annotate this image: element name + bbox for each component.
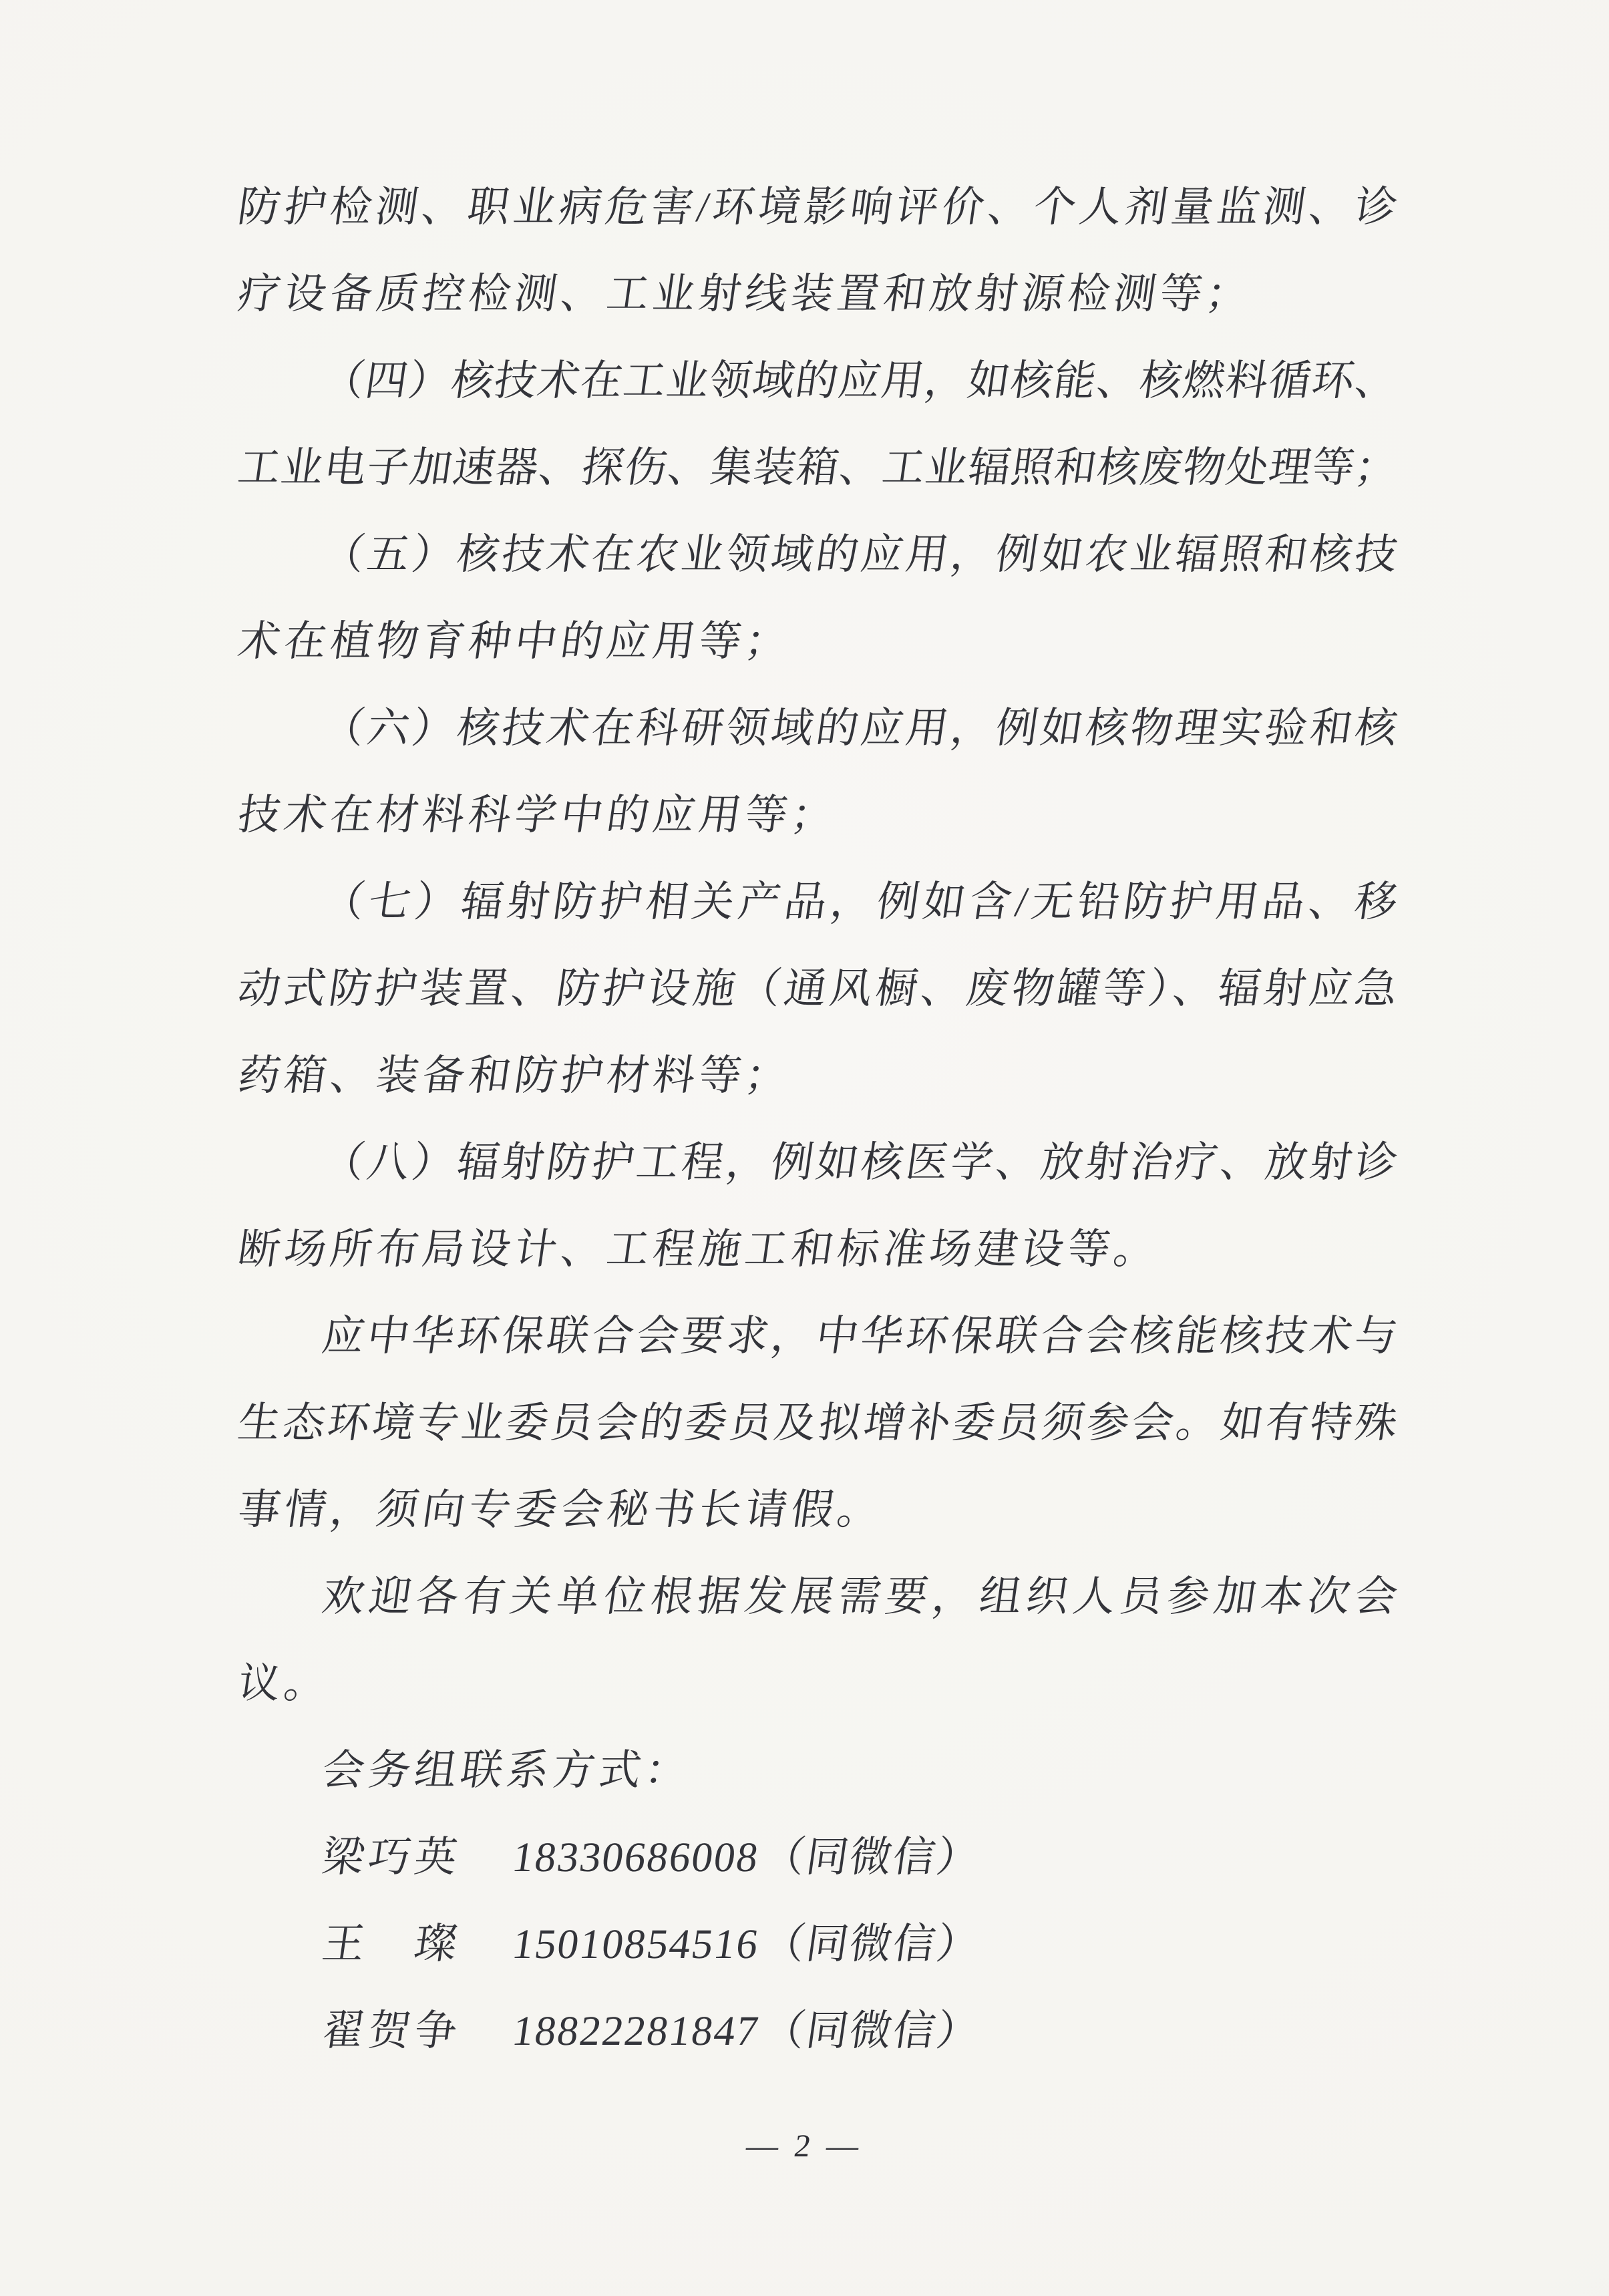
contact-row — [232, 1987, 1403, 2074]
body-line-item-6: （六）核技术在科研领域的应用，例如核物理实验和核 — [319, 705, 1401, 752]
contact-wechat-note: （同微信） — [759, 1834, 984, 1880]
body-line: 动式防护装置、防护设施（通风橱、废物罐等）、辐射应急 — [234, 965, 1401, 1012]
contact-name: 王 璨 — [319, 1921, 464, 1967]
body-line: 生态环境专业委员会的委员及拟增补委员须参会。如有特殊 — [234, 1400, 1401, 1446]
body-line-item-8: （八）辐射防护工程，例如核医学、放射治疗、放射诊 — [319, 1139, 1401, 1186]
body-line-attendance: 应中华环保联合会要求，中华环保联合会核能核技术与 — [319, 1313, 1401, 1359]
contact-phone: 18822281847 — [509, 2007, 763, 2054]
contact-section-heading: 会务组联系方式： — [319, 1747, 695, 1794]
contact-phone: 18330686008 — [509, 1834, 763, 1880]
contact-row — [232, 1814, 1403, 1901]
body-line: 断场所布局设计、工程施工和标准场建设等。 — [234, 1226, 1164, 1273]
body-line: 术在植物育种中的应用等； — [234, 618, 795, 665]
page-number: — 2 — — [743, 2128, 866, 2164]
body-line-item-7: （七）辐射防护相关产品，例如含/无铅防护用品、移 — [319, 878, 1401, 925]
body-line: 事情，须向专委会秘书长请假。 — [234, 1486, 887, 1533]
body-line: 疗设备质控检测、工业射线装置和放射源检测等； — [234, 271, 1256, 317]
body-line: 工业电子加速器、探伤、集装箱、工业辐照和核废物处理等； — [234, 444, 1401, 491]
body-line-item-4: （四）核技术在工业领域的应用，如核能、核燃料循环、 — [319, 357, 1401, 404]
body-line: 议。 — [234, 1660, 334, 1707]
body-line-item-5: （五）核技术在农业领域的应用，例如农业辐照和核技 — [319, 531, 1401, 578]
contact-name: 梁巧英 — [319, 1834, 464, 1880]
contact-wechat-note: （同微信） — [759, 1921, 984, 1967]
contact-wechat-note: （同微信） — [759, 2007, 984, 2054]
contact-row — [232, 1901, 1403, 1987]
document-body — [234, 164, 1401, 2074]
body-line: 防护检测、职业病危害/环境影响评价、个人剂量监测、诊 — [234, 184, 1401, 230]
body-line: 技术在材料科学中的应用等； — [234, 792, 841, 838]
contact-name: 翟贺争 — [319, 2007, 464, 2054]
contact-phone: 15010854516 — [509, 1921, 763, 1967]
body-line: 药箱、装备和防护材料等； — [234, 1052, 795, 1099]
body-line-welcome: 欢迎各有关单位根据发展需要，组织人员参加本次会 — [319, 1573, 1401, 1620]
